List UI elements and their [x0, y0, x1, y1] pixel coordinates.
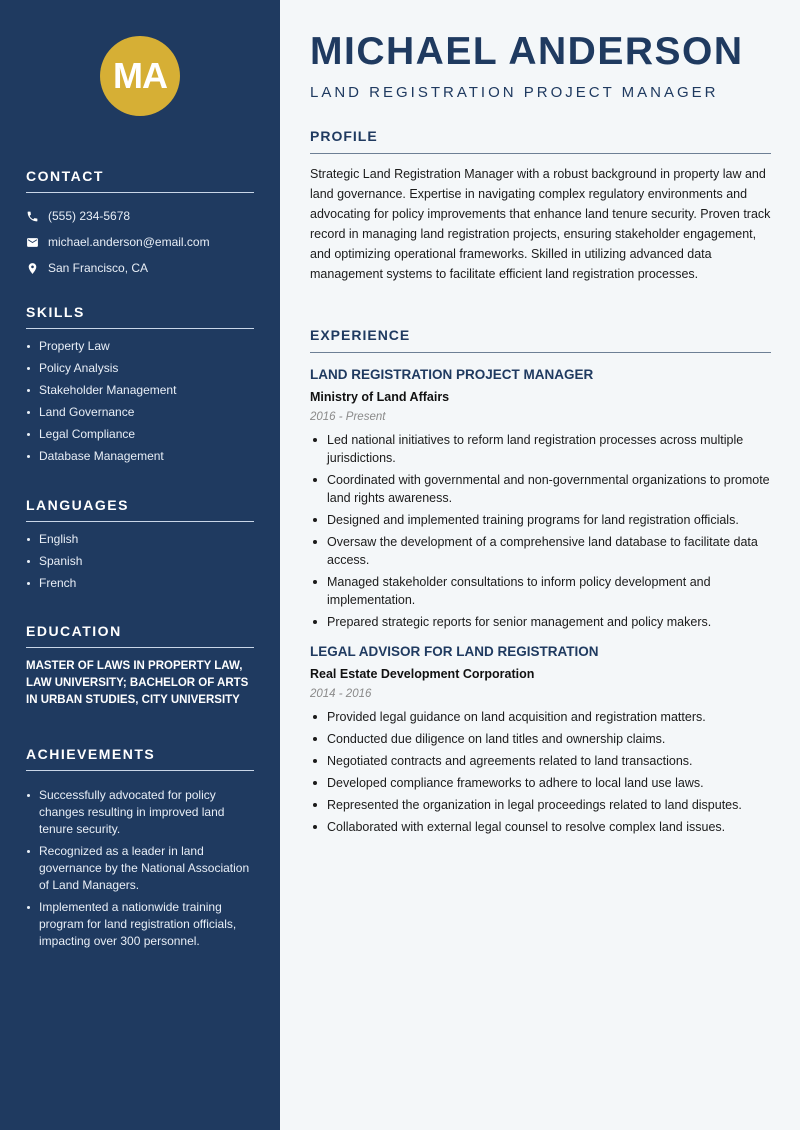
contact-location	[26, 255, 254, 281]
achievement-item: Successfully advocated for policy changes resulting in improved land tenure security.	[26, 787, 254, 838]
experience-section	[310, 327, 771, 840]
job-entry	[310, 643, 771, 836]
skill-item: Database Management	[26, 448, 254, 465]
experience-heading: EXPERIENCE	[310, 327, 771, 353]
job-bullet: Managed stakeholder consultations to inform policy development and implementation.	[310, 573, 771, 609]
email-icon	[26, 236, 39, 249]
skill-item: Land Governance	[26, 404, 254, 421]
job-bullet: Collaborated with external legal counsel to resolve complex land issues.	[310, 818, 771, 836]
job-bullet: Negotiated contracts and agreements related to land transactions.	[310, 752, 771, 770]
sidebar	[0, 0, 280, 1130]
job-bullet: Conducted due diligence on land titles and ownership claims.	[310, 730, 771, 748]
email-text[interactable]: michael.anderson@email.com	[48, 235, 210, 249]
job-company: Real Estate Development Corporation	[310, 667, 535, 681]
language-item: English	[26, 531, 254, 548]
job-bullet: Designed and implemented training programs for land registration officials.	[310, 511, 771, 529]
job-bullet: Represented the organization in legal proceedings related to land disputes.	[310, 796, 771, 814]
phone-text: (555) 234-5678	[48, 209, 131, 223]
location-text: San Francisco, CA	[48, 261, 149, 275]
avatar	[100, 36, 180, 116]
languages-section	[26, 497, 254, 597]
job-bullets	[310, 431, 771, 631]
main-content	[280, 0, 800, 1130]
contact-section	[26, 168, 254, 281]
languages-heading: LANGUAGES	[26, 497, 254, 522]
job-company: Ministry of Land Affairs	[310, 390, 450, 404]
contact-heading: CONTACT	[26, 168, 254, 193]
education-section	[26, 623, 254, 709]
language-item: Spanish	[26, 553, 254, 570]
skill-item: Policy Analysis	[26, 360, 254, 377]
job-bullet: Developed compliance frameworks to adhere to local land use laws.	[310, 774, 771, 792]
job-title: LEGAL ADVISOR FOR LAND REGISTRATION	[310, 644, 599, 659]
job-bullet: Led national initiatives to reform land registration processes across multiple jurisdictions.	[310, 431, 771, 467]
job-dates: 2016 - Present	[310, 411, 386, 423]
job-bullet: Prepared strategic reports for senior management and policy makers.	[310, 613, 771, 631]
profile-text: Strategic Land Registration Manager with a robust background in property law and land governance. Expertise in navigating complex regulatory environments and advocating for policy improvements that enhance land tenure security. Proven track record in managing land registration projects, ensuring stakeholder engagement, and optimizing operational frameworks. Skilled in utilizing advanced data management systems to facilitate efficient land registration processes.	[310, 167, 771, 281]
job-entry	[310, 366, 771, 631]
skills-section	[26, 304, 254, 470]
education-heading: EDUCATION	[26, 623, 254, 648]
phone-icon	[26, 210, 39, 223]
skills-heading: SKILLS	[26, 304, 254, 329]
skill-item: Property Law	[26, 338, 254, 355]
job-bullet: Oversaw the development of a comprehensive land database to facilitate data access.	[310, 533, 771, 569]
achievements-list	[26, 787, 254, 950]
contact-phone	[26, 203, 254, 229]
achievement-item: Recognized as a leader in land governance by the National Association of Land Managers.	[26, 843, 254, 894]
job-bullets	[310, 708, 771, 836]
skill-item: Legal Compliance	[26, 426, 254, 443]
profile-section	[310, 128, 771, 284]
candidate-role: LAND REGISTRATION PROJECT MANAGER	[310, 84, 719, 101]
skills-list	[26, 338, 254, 465]
achievement-item: Implemented a nationwide training program for land registration officials, impacting over 300 personnel.	[26, 899, 254, 950]
job-title: LAND REGISTRATION PROJECT MANAGER	[310, 367, 594, 382]
job-bullet: Coordinated with governmental and non-governmental organizations to promote land rights awareness.	[310, 471, 771, 507]
candidate-name: MICHAEL ANDERSON	[310, 30, 744, 73]
profile-heading: PROFILE	[310, 128, 771, 154]
skill-item: Stakeholder Management	[26, 382, 254, 399]
education-text: MASTER OF LAWS IN PROPERTY LAW, LAW UNIVERSITY; BACHELOR OF ARTS IN URBAN STUDIES, CITY UNIVERSITY	[26, 660, 249, 706]
language-item: French	[26, 575, 254, 592]
achievements-section	[26, 746, 254, 955]
contact-email	[26, 229, 254, 255]
location-pin-icon	[26, 262, 39, 275]
job-dates: 2014 - 2016	[310, 688, 372, 700]
languages-list	[26, 531, 254, 592]
job-bullet: Provided legal guidance on land acquisition and registration matters.	[310, 708, 771, 726]
avatar-initials: MA	[113, 55, 167, 96]
achievements-heading: ACHIEVEMENTS	[26, 746, 254, 771]
